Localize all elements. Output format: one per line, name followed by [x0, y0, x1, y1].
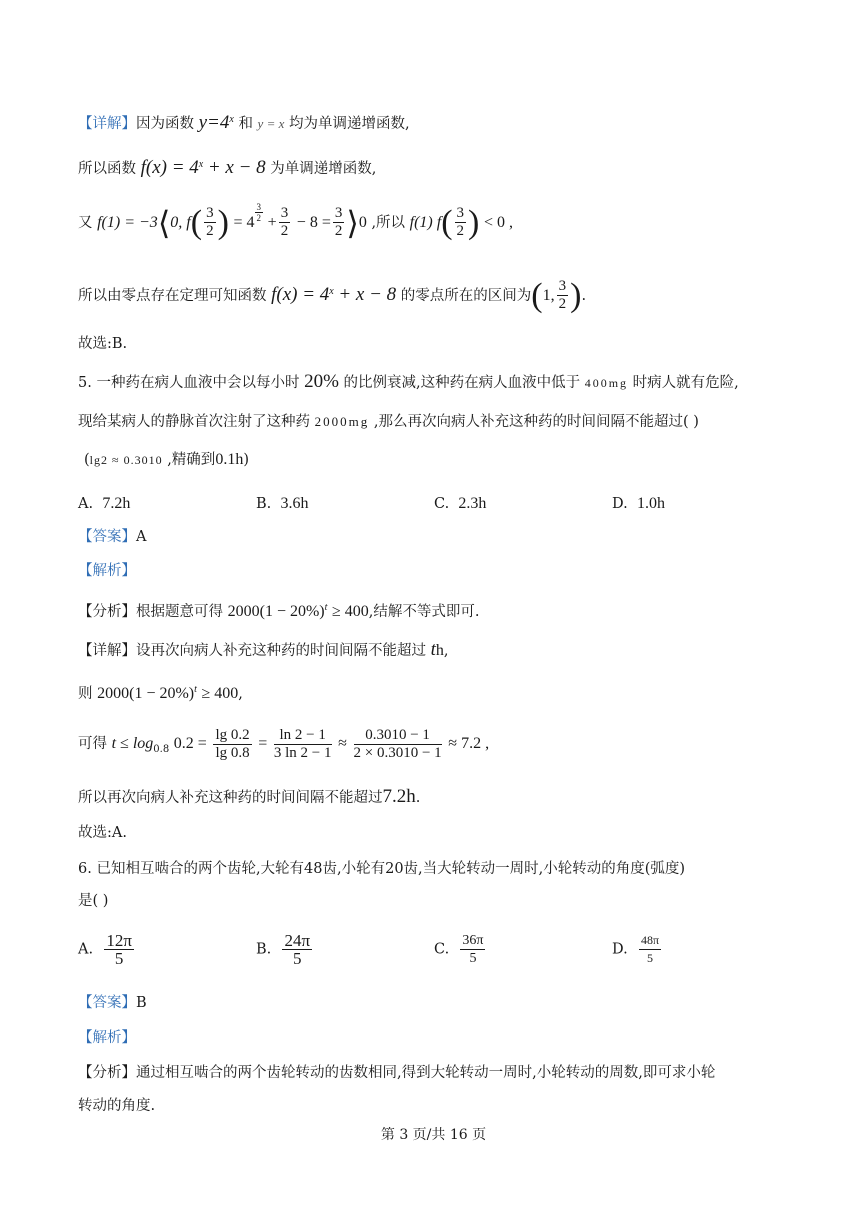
q5-option-d[interactable]: D. 1.0h: [612, 495, 665, 512]
then-5-line: 则 $2000(1 - 20\%)^t \ge 400$,: [78, 684, 243, 702]
page-footer: 第 3 页/共 16 页: [380, 1127, 487, 1143]
q6-option-a[interactable]: A. $\frac{12\pi}{5}$: [78, 931, 132, 968]
analysis-5-line: 【分析】根据题意可得 $2000(1 - 20\%)^t \ge 400$,结解不等式即可.: [78, 602, 480, 620]
q6-option-d[interactable]: D. $\frac{48\pi}{5}$: [612, 933, 659, 965]
question-5-line-1: 5. 一种药在病人血液中会以每小时 20% 的比例衰减,这种药在病人血液中低于 400mg 时病人就有危险,: [78, 371, 739, 392]
answer-5: 【答案】A: [78, 529, 147, 545]
q6-option-c[interactable]: C. $\frac{36\pi}{5}$: [434, 933, 484, 966]
solution-line-1: 【详解】因为函数 $y=4^x$ 和 y = x 均为单调递增函数,: [78, 111, 410, 133]
answer-6: 【答案】B: [78, 995, 147, 1011]
solution-line-2: 所以函数 $f(x) = 4^x + x - 8$ 为单调递增函数,: [78, 156, 377, 178]
q5-option-a[interactable]: A. 7.2h: [78, 495, 131, 512]
analysis-6-line-2: 转动的角度.: [78, 1098, 156, 1114]
choice-line-5: 故选:A.: [78, 825, 127, 841]
solution-line-4: 所以由零点存在定理可知函数 $f(x) = 4^x + x - 8$ 的零点所在的区间为(1, $\frac{3}{2}$ ).: [78, 276, 587, 314]
analysis-6-tag: 【解析】: [78, 1030, 136, 1046]
question-5-line-3: (lg2 ≈ 0.3010 ,精确到0.1h): [84, 451, 249, 468]
q5-option-c[interactable]: C. 2.3h: [434, 495, 487, 512]
detail-5-line: 【详解】设再次向病人补充这种药的时间间隔不能超过 th,: [78, 639, 449, 660]
choice-line-4: 故选:B.: [78, 336, 128, 352]
question-6-line-2: 是( ): [78, 893, 109, 909]
q6-option-b[interactable]: B. $\frac{24\pi}{5}$: [256, 931, 311, 968]
question-6-line-1: 6. 已知相互啮合的两个齿轮,大轮有48齿,小轮有20齿,当大轮转动一周时,小轮转动的角度(弧度): [78, 861, 686, 877]
analysis-5-tag: 【解析】: [78, 563, 136, 579]
q5-option-b[interactable]: B. 3.6h: [256, 495, 309, 512]
derive-5-line: 可得 $t \le \log_{0.8} 0.2$ = $\frac{\lg 0.2}{\lg 0.8}$ = $\frac{\ln 2 - 1}{3 \ln 2 - 1}$ ≈ $\frac{0.3010 - 1}{2 \times 0.3010 - 1}$ ≈ 7.2 ,: [78, 726, 490, 761]
detail-tag: 【详解】: [78, 115, 136, 132]
solution-line-3: 又 f(1) = −3⟨0, f( $\frac{3}{2}$ ) = 4 $^{\frac{3}{2}}$ + $\frac{3}{2}$ − 8 = $\frac{3}{2}$ ⟩0 ,所以 f(1) f( $\frac{3}{2}$ ) < 0 ,: [78, 202, 513, 242]
analysis-6-line-1: 【分析】通过相互啮合的两个齿轮转动的齿数相同,得到大轮转动一周时,小轮转动的周数,即可求小轮: [78, 1065, 716, 1081]
question-5-line-2: 现给某病人的静脉首次注射了这种药 2000mg ,那么再次向病人补充这种药的时间间隔不能超过( ): [78, 414, 699, 430]
conclusion-5-line: 所以再次向病人补充这种药的时间间隔不能超过7.2h.: [78, 786, 421, 807]
